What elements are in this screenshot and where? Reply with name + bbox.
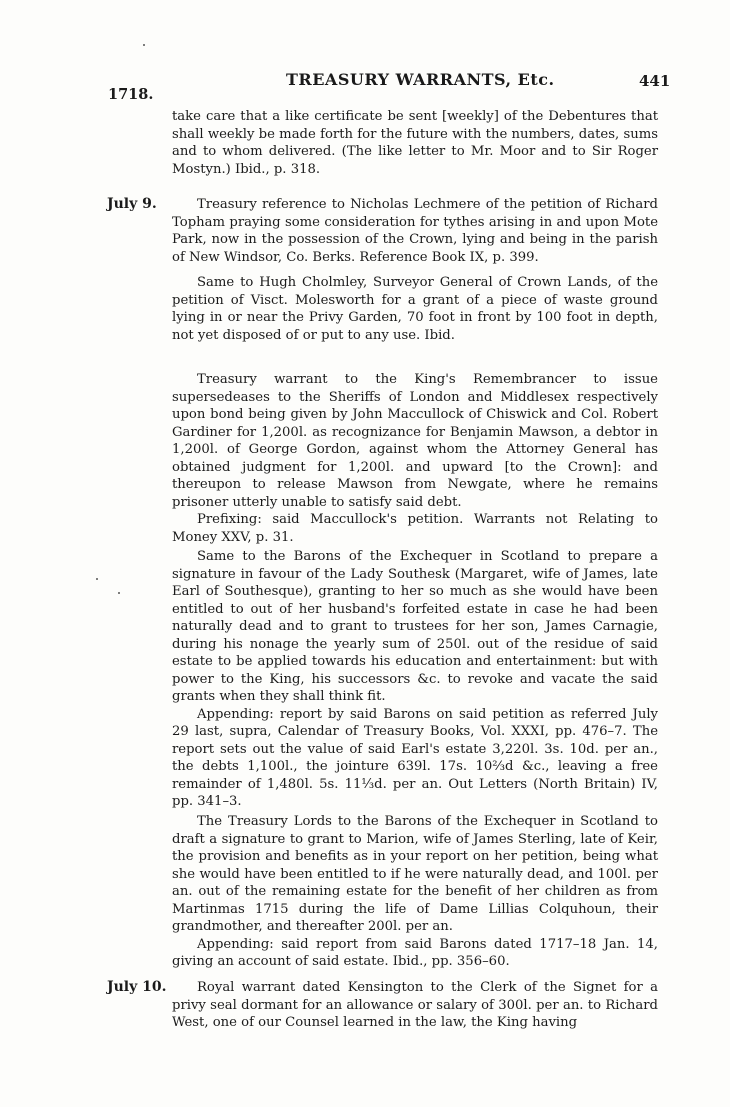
paragraph: Royal warrant dated Kensington to the Clerk of the Signet for a privy seal dormant for an allowance or salary of 300l. per an. to Richard West, one of our Counsel learned in the law, the King having (172, 980, 658, 1030)
entry-continuation (172, 108, 658, 178)
paragraph: Prefixing: said Maccullock's petition. Warrants not Relating to Money XXV, p. 31. (172, 512, 658, 545)
entry (172, 371, 658, 546)
scan-speck (118, 592, 120, 594)
entry-date: July 9. (107, 196, 157, 212)
entry-date: July 10. (107, 979, 167, 995)
paragraph: take care that a like certificate be sent [weekly] of the Debentures that shall weekly be made forth for the future with the numbers, dates, sums and to whom delivered. (The like letter to Mr. Moor and to Sir Roger Mostyn.) Ibid., p. 318. (172, 109, 658, 177)
header-title: TREASURY WARRANTS, Etc. (286, 70, 555, 89)
entry (172, 274, 658, 344)
entry (172, 196, 658, 266)
paragraph: Appending: said report from said Barons dated 1717–18 Jan. 14, giving an account of said estate. Ibid., pp. 356–60. (172, 936, 658, 969)
paragraph: Same to the Barons of the Exchequer in Scotland to prepare a signature in favour of the Lady Southesk (Margaret, wife of James, late Earl of Southesque), granting to her so much as she would have been entitled to out of her husband's forfeited estate in case he had been naturally dead and to grant to trustees for her son, James Carnagie, during his nonage the yearly sum of 250l. out of the residue of said estate to be applied towards his education and entertainment: but with power to the King, his successors &c. to revoke and vacate the said grants when they shall think fit. (172, 549, 658, 704)
page-number: 441 (639, 72, 671, 90)
entry (172, 979, 658, 1032)
entry (172, 548, 658, 811)
paragraph: Appending: report by said Barons on said petition as referred July 29 last, supra, Calendar of Treasury Books, Vol. XXXI, pp. 476–7. The report sets out the value of said Earl's estate 3,220l. 3s. 10d. per an., the debts 1,100l., the jointure 639l. 17s. 10⅔d &c., leaving a free remainder of 1,480l. 5s. 11⅓d. per an. Out Letters (North Britain) IV, pp. 341–3. (172, 706, 658, 809)
paragraph: Treasury reference to Nicholas Lechmere of the petition of Richard Topham praying some consideration for tythes arising in and upon Mote Park, now in the possession of the Crown, lying and being in the parish of New Windsor, Co. Berks. Reference Book IX, p. 399. (172, 197, 658, 265)
paragraph: Same to Hugh Cholmley, Surveyor General of Crown Lands, of the petition of Visct. Molesworth for a grant of a piece of waste ground lying in or near the Privy Garden, 70 foot in front by 100 foot in depth, not yet disposed of or put to any use. Ibid. (172, 275, 658, 343)
scan-speck (143, 44, 145, 46)
scan-speck (96, 578, 98, 580)
header-year: 1718. (108, 86, 154, 103)
paragraph: Treasury warrant to the King's Remembrancer to issue supersedeases to the Sheriffs of London and Middlesex respectively upon bond being given by John Maccullock of Chiswick and Col. Robert Gardiner for 1,200l. as recognizance for Benjamin Mawson, a debtor in 1,200l. of George Gordon, against whom the Attorney General has obtained judgment for 1,200l. and upward [to the Crown]: and thereupon to release Mawson from Newgate, where he remains prisoner utterly unable to satisfy said debt. (172, 372, 658, 510)
paragraph: The Treasury Lords to the Barons of the Exchequer in Scotland to draft a signature to grant to Marion, wife of James Sterling, late of Keir, the provision and benefits as in your report on her petition, being what she would have been entitled to if he were naturally dead, and 100l. per an. out of the remaining estate for the benefit of her children as from Martinmas 1715 during the life of Dame Lillias Colquhoun, their grandmother, and thereafter 200l. per an. (172, 814, 658, 934)
entry (172, 813, 658, 971)
